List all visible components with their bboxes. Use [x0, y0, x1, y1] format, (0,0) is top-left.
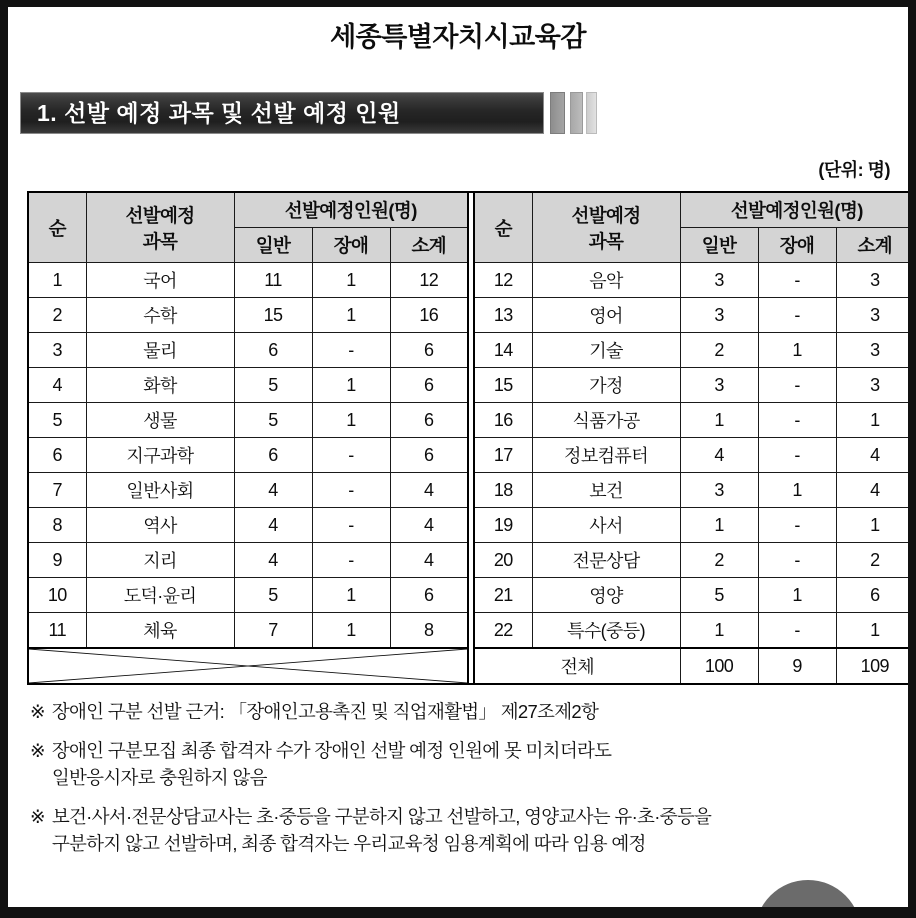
total-subtotal: 109	[836, 648, 908, 684]
table-total-row	[28, 648, 908, 684]
footnote-text	[52, 699, 894, 726]
cell-subtotal: 1	[836, 613, 908, 649]
table-row	[28, 543, 908, 578]
cell-subject: 지리	[86, 543, 234, 578]
cell-subject: 음악	[532, 263, 680, 298]
cell-general: 5	[234, 368, 312, 403]
footnote-mark-icon: ※	[30, 805, 45, 827]
cell-disabled: -	[758, 298, 836, 333]
footnote	[30, 699, 894, 726]
cell-disabled: -	[312, 333, 390, 368]
crossed-out-cell	[28, 648, 468, 684]
cell-disabled: -	[758, 438, 836, 473]
header-count-group-right: 선발예정인원(명)	[680, 192, 908, 228]
cell-disabled: 1	[312, 578, 390, 613]
decorative-circle	[755, 880, 861, 907]
header-count-group-left: 선발예정인원(명)	[234, 192, 468, 228]
cell-general: 5	[234, 403, 312, 438]
cell-general: 6	[234, 333, 312, 368]
cell-subtotal: 6	[390, 578, 468, 613]
cell-disabled: -	[312, 543, 390, 578]
header-subject-right-line2: 과목	[588, 230, 624, 252]
cell-order: 5	[28, 403, 86, 438]
cell-order: 12	[474, 263, 532, 298]
cell-order: 1	[28, 263, 86, 298]
cell-general: 1	[680, 508, 758, 543]
table-row	[28, 438, 908, 473]
footnote	[30, 804, 894, 858]
cell-general: 4	[680, 438, 758, 473]
banner-accent-bar-3	[586, 92, 597, 134]
cell-general: 7	[234, 613, 312, 649]
cell-general: 3	[680, 368, 758, 403]
cell-general: 5	[680, 578, 758, 613]
cell-general: 6	[234, 438, 312, 473]
cell-subtotal: 12	[390, 263, 468, 298]
cell-subject: 보건	[532, 473, 680, 508]
cell-subtotal: 3	[836, 368, 908, 403]
cell-order: 7	[28, 473, 86, 508]
cell-general: 3	[680, 473, 758, 508]
cell-subtotal: 6	[390, 438, 468, 473]
cell-subject: 수학	[86, 298, 234, 333]
document-page	[8, 7, 908, 907]
cell-general: 4	[234, 543, 312, 578]
cell-order: 20	[474, 543, 532, 578]
cell-disabled: 1	[312, 298, 390, 333]
cell-order: 6	[28, 438, 86, 473]
cell-subject: 물리	[86, 333, 234, 368]
cell-subtotal: 6	[390, 368, 468, 403]
footnote-mark-icon: ※	[30, 701, 45, 723]
cell-subtotal: 3	[836, 333, 908, 368]
cell-order: 22	[474, 613, 532, 649]
cell-subtotal: 16	[390, 298, 468, 333]
header-order-right: 순	[474, 192, 532, 263]
cell-subtotal: 6	[390, 333, 468, 368]
section-banner	[20, 92, 600, 134]
table-row	[28, 368, 908, 403]
cell-order: 19	[474, 508, 532, 543]
cell-general: 2	[680, 333, 758, 368]
selection-table-wrapper	[27, 191, 893, 685]
cell-order: 21	[474, 578, 532, 613]
cell-order: 3	[28, 333, 86, 368]
table-body	[28, 263, 908, 685]
cell-subtotal: 4	[390, 508, 468, 543]
total-label: 전체	[474, 648, 680, 684]
cell-order: 4	[28, 368, 86, 403]
total-general: 100	[680, 648, 758, 684]
cell-disabled: -	[758, 613, 836, 649]
header-disabled-right: 장애	[758, 228, 836, 263]
cell-order: 14	[474, 333, 532, 368]
cell-subtotal: 8	[390, 613, 468, 649]
cell-disabled: -	[758, 263, 836, 298]
footnotes	[30, 699, 894, 857]
cell-disabled: -	[312, 473, 390, 508]
header-subject-right-line1: 선발예정	[571, 204, 641, 226]
cell-subject: 영어	[532, 298, 680, 333]
banner-accent-bar-1	[550, 92, 565, 134]
header-general-right: 일반	[680, 228, 758, 263]
cell-general: 5	[234, 578, 312, 613]
total-disabled: 9	[758, 648, 836, 684]
cell-subtotal: 4	[390, 473, 468, 508]
table-row	[28, 263, 908, 298]
selection-table	[27, 191, 908, 685]
table-row	[28, 298, 908, 333]
cell-subtotal: 3	[836, 263, 908, 298]
table-head	[28, 192, 908, 263]
cell-subtotal: 4	[836, 438, 908, 473]
cell-disabled: -	[758, 508, 836, 543]
cell-subject: 체육	[86, 613, 234, 649]
cell-order: 11	[28, 613, 86, 649]
cell-general: 2	[680, 543, 758, 578]
cell-disabled: 1	[758, 333, 836, 368]
table-row	[28, 578, 908, 613]
cell-general: 11	[234, 263, 312, 298]
cell-order: 10	[28, 578, 86, 613]
footnote-line: 장애인 구분 선발 근거: 「장애인고용촉진 및 직업재활법」 제27조제2항	[51, 701, 599, 723]
cell-subject: 국어	[86, 263, 234, 298]
cell-subject: 역사	[86, 508, 234, 543]
table-row	[28, 473, 908, 508]
cell-subject: 일반사회	[86, 473, 234, 508]
cell-subject: 기술	[532, 333, 680, 368]
header-order-left: 순	[28, 192, 86, 263]
table-row	[28, 403, 908, 438]
cell-subject: 화학	[86, 368, 234, 403]
cell-subtotal: 4	[390, 543, 468, 578]
footnote-line: 보건·사서·전문상담교사는 초·중등을 구분하지 않고 선발하고, 영양교사는 유·초·중등을	[51, 805, 712, 827]
cell-subject: 정보컴퓨터	[532, 438, 680, 473]
cell-disabled: -	[758, 368, 836, 403]
header-disabled-left: 장애	[312, 228, 390, 263]
cell-subject: 생물	[86, 403, 234, 438]
cell-subtotal: 3	[836, 298, 908, 333]
section-heading: 1. 선발 예정 과목 및 선발 예정 인원	[37, 99, 401, 126]
cell-general: 15	[234, 298, 312, 333]
cell-order: 2	[28, 298, 86, 333]
cell-subtotal: 1	[836, 508, 908, 543]
cell-subtotal: 6	[836, 578, 908, 613]
cell-subtotal: 6	[390, 403, 468, 438]
cell-general: 1	[680, 613, 758, 649]
banner-accent-bar-2	[570, 92, 583, 134]
table-header-row-1	[28, 192, 908, 228]
cell-disabled: 1	[758, 473, 836, 508]
page-title: 세종특별자치시교육감	[330, 22, 586, 52]
cell-disabled: -	[758, 403, 836, 438]
header-subject-left	[86, 192, 234, 263]
cell-disabled: -	[312, 438, 390, 473]
cell-subject: 지구과학	[86, 438, 234, 473]
cell-order: 17	[474, 438, 532, 473]
cell-subject: 전문상담	[532, 543, 680, 578]
cell-general: 4	[234, 473, 312, 508]
footnote-line: 장애인 구분모집 최종 합격자 수가 장애인 선발 예정 인원에 못 미치더라도	[51, 740, 612, 762]
footnote-mark-icon: ※	[30, 740, 45, 762]
cell-subtotal: 1	[836, 403, 908, 438]
header-subject-right	[532, 192, 680, 263]
cell-general: 3	[680, 298, 758, 333]
cell-subject: 영양	[532, 578, 680, 613]
cell-subject: 특수(중등)	[532, 613, 680, 649]
footnote-line: 일반응시자로 충원하지 않음	[51, 767, 267, 789]
header-subtotal-left: 소계	[390, 228, 468, 263]
cell-subject: 사서	[532, 508, 680, 543]
cell-disabled: -	[758, 543, 836, 578]
cell-order: 13	[474, 298, 532, 333]
cell-subject: 가정	[532, 368, 680, 403]
cell-order: 18	[474, 473, 532, 508]
cell-subject: 도덕·윤리	[86, 578, 234, 613]
footnote-text	[52, 738, 894, 792]
cell-general: 1	[680, 403, 758, 438]
cell-order: 9	[28, 543, 86, 578]
cell-disabled: 1	[758, 578, 836, 613]
section-banner-bar	[20, 92, 544, 134]
cell-order: 15	[474, 368, 532, 403]
header-general-left: 일반	[234, 228, 312, 263]
cell-disabled: 1	[312, 613, 390, 649]
cell-disabled: 1	[312, 263, 390, 298]
cell-general: 3	[680, 263, 758, 298]
cell-subtotal: 2	[836, 543, 908, 578]
table-row	[28, 613, 908, 649]
footnote-line: 구분하지 않고 선발하며, 최종 합격자는 우리교육청 임용계획에 따라 임용 예정	[51, 832, 646, 854]
cell-order: 8	[28, 508, 86, 543]
unit-note: (단위: 명)	[818, 160, 890, 181]
cell-disabled: 1	[312, 403, 390, 438]
header-subject-left-line1: 선발예정	[125, 204, 195, 226]
table-row	[28, 508, 908, 543]
cell-general: 4	[234, 508, 312, 543]
cell-disabled: -	[312, 508, 390, 543]
cell-disabled: 1	[312, 368, 390, 403]
footnote	[30, 738, 894, 792]
cell-subtotal: 4	[836, 473, 908, 508]
table-row	[28, 333, 908, 368]
footnote-text	[52, 804, 894, 858]
header-subject-left-line2: 과목	[142, 230, 178, 252]
header-subtotal-right: 소계	[836, 228, 908, 263]
cell-subject: 식품가공	[532, 403, 680, 438]
cell-order: 16	[474, 403, 532, 438]
